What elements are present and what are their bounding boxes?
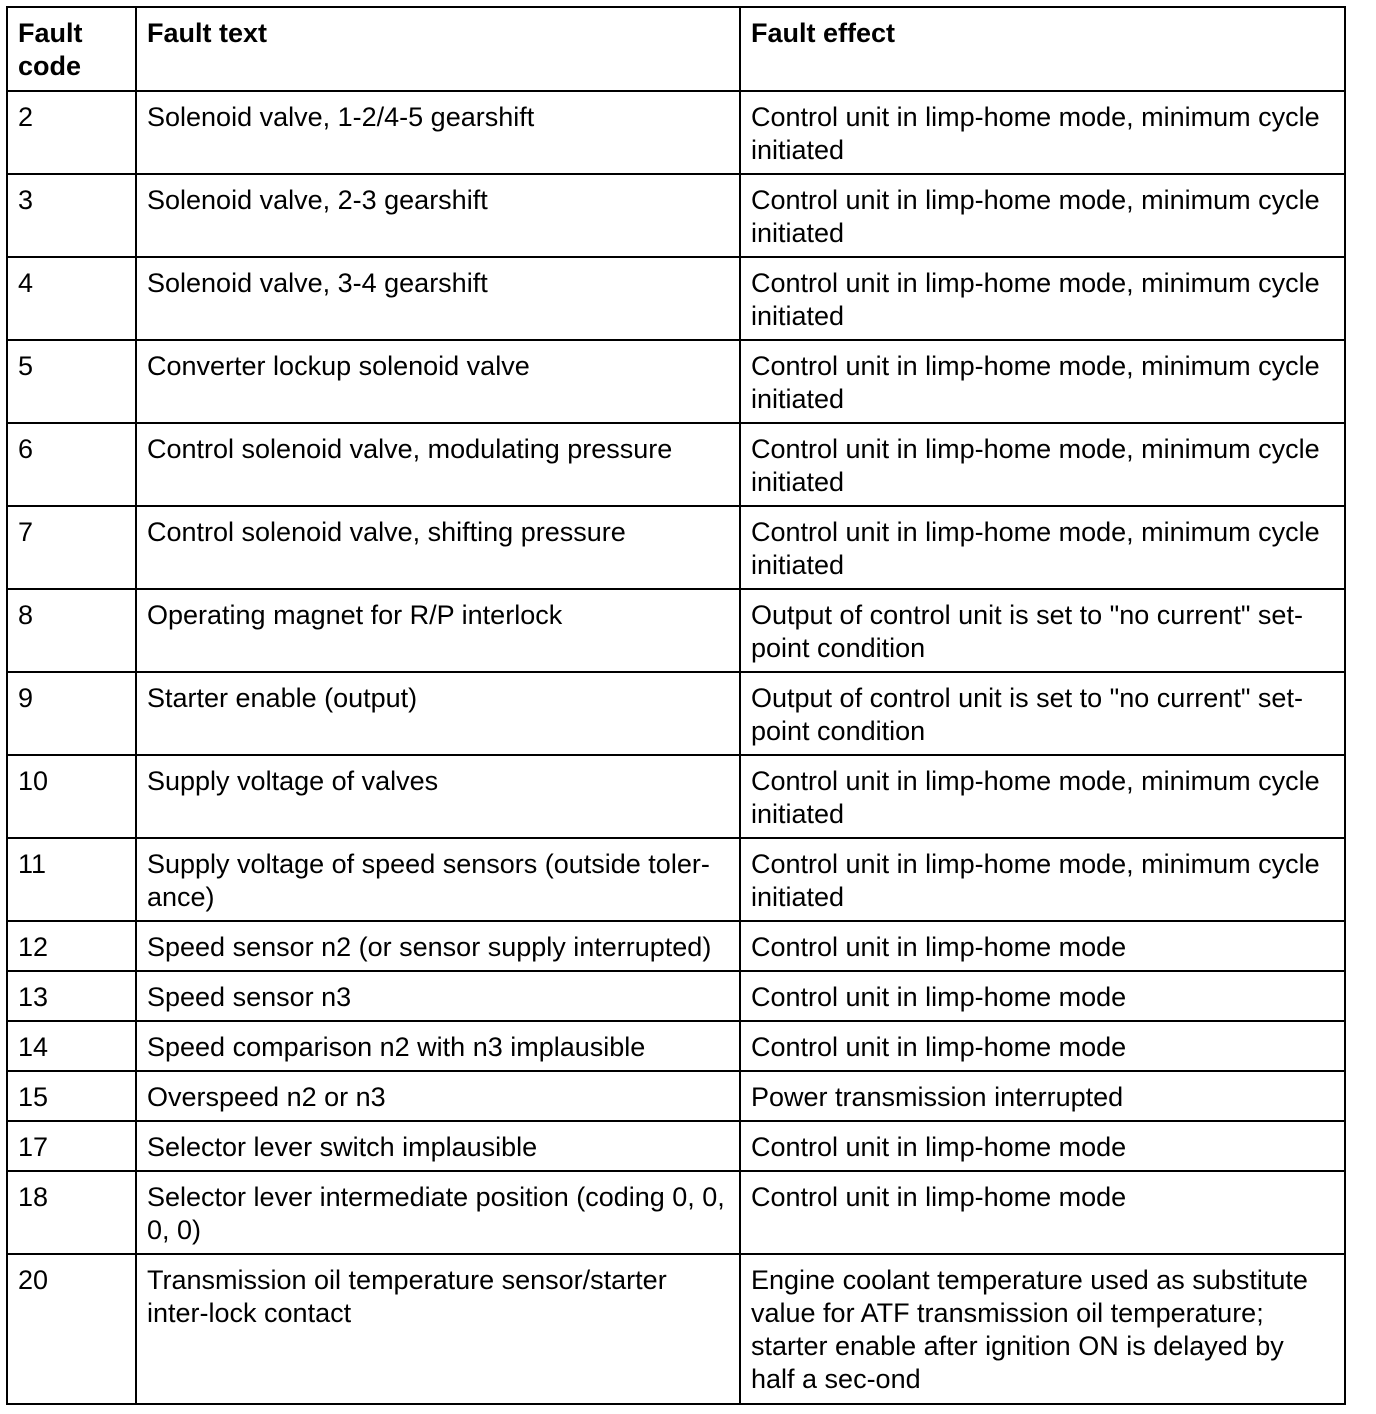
fault-code-cell: 12: [7, 921, 136, 971]
fault-text-cell: Speed comparison n2 with n3 implausible: [136, 1021, 740, 1071]
fault-code-cell: 10: [7, 755, 136, 838]
fault-effect-cell: Control unit in limp-home mode, minimum cycle initiated: [740, 257, 1345, 340]
fault-text-cell: Overspeed n2 or n3: [136, 1071, 740, 1121]
fault-code-cell: 4: [7, 257, 136, 340]
fault-text-cell: Solenoid valve, 3-4 gearshift: [136, 257, 740, 340]
fault-code-cell: 13: [7, 971, 136, 1021]
fault-code-cell: 7: [7, 506, 136, 589]
fault-effect-cell: Control unit in limp-home mode, minimum cycle initiated: [740, 340, 1345, 423]
fault-code-cell: 11: [7, 838, 136, 921]
table-row: [7, 971, 1345, 1021]
fault-effect-cell: Control unit in limp-home mode: [740, 921, 1345, 971]
fault-effect-cell: Control unit in limp-home mode: [740, 1121, 1345, 1171]
fault-code-cell: 17: [7, 1121, 136, 1171]
fault-code-cell: 20: [7, 1254, 136, 1404]
table-row: [7, 91, 1345, 174]
fault-code-cell: 15: [7, 1071, 136, 1121]
fault-text-cell: Speed sensor n2 (or sensor supply interrupted): [136, 921, 740, 971]
fault-effect-cell: Control unit in limp-home mode: [740, 1021, 1345, 1071]
fault-code-cell: 5: [7, 340, 136, 423]
table-row: [7, 257, 1345, 340]
table-row: [7, 589, 1345, 672]
fault-code-cell: 9: [7, 672, 136, 755]
fault-effect-cell: Output of control unit is set to "no current" set-point condition: [740, 672, 1345, 755]
table-row: [7, 1254, 1345, 1404]
table-row: [7, 755, 1345, 838]
table-row: [7, 1171, 1345, 1254]
fault-effect-cell: Control unit in limp-home mode, minimum cycle initiated: [740, 755, 1345, 838]
fault-text-cell: Control solenoid valve, shifting pressure: [136, 506, 740, 589]
fault-code-cell: 8: [7, 589, 136, 672]
fault-text-cell: Selector lever switch implausible: [136, 1121, 740, 1171]
table-row: [7, 1071, 1345, 1121]
fault-text-cell: Starter enable (output): [136, 672, 740, 755]
fault-effect-cell: Control unit in limp-home mode: [740, 1171, 1345, 1254]
table-row: [7, 1121, 1345, 1171]
fault-effect-cell: Control unit in limp-home mode, minimum cycle initiated: [740, 174, 1345, 257]
table-row: [7, 672, 1345, 755]
fault-text-cell: Solenoid valve, 1-2/4-5 gearshift: [136, 91, 740, 174]
fault-text-cell: Operating magnet for R/P interlock: [136, 589, 740, 672]
table-row: [7, 174, 1345, 257]
fault-effect-cell: Engine coolant temperature used as substitute value for ATF transmission oil temperature; starter enable after ignition ON is delayed by half a sec-ond: [740, 1254, 1345, 1404]
fault-text-cell: Transmission oil temperature sensor/starter inter-lock contact: [136, 1254, 740, 1404]
fault-text-cell: Solenoid valve, 2-3 gearshift: [136, 174, 740, 257]
fault-effect-cell: Control unit in limp-home mode, minimum cycle initiated: [740, 91, 1345, 174]
fault-code-table: [6, 6, 1346, 1405]
fault-text-cell: Control solenoid valve, modulating pressure: [136, 423, 740, 506]
fault-code-cell: 3: [7, 174, 136, 257]
fault-text-cell: Converter lockup solenoid valve: [136, 340, 740, 423]
fault-effect-cell: Power transmission interrupted: [740, 1071, 1345, 1121]
table-row: [7, 1021, 1345, 1071]
header-fault-text: Fault text: [136, 7, 740, 91]
fault-effect-cell: Control unit in limp-home mode, minimum cycle initiated: [740, 838, 1345, 921]
header-fault-effect: Fault effect: [740, 7, 1345, 91]
fault-effect-cell: Control unit in limp-home mode, minimum cycle initiated: [740, 506, 1345, 589]
table-row: [7, 838, 1345, 921]
table-row: [7, 423, 1345, 506]
fault-text-cell: Selector lever intermediate position (coding 0, 0, 0, 0): [136, 1171, 740, 1254]
table-row: [7, 506, 1345, 589]
fault-text-cell: Supply voltage of speed sensors (outside toler-ance): [136, 838, 740, 921]
fault-text-cell: Speed sensor n3: [136, 971, 740, 1021]
table-row: [7, 340, 1345, 423]
fault-code-cell: 14: [7, 1021, 136, 1071]
fault-effect-cell: Control unit in limp-home mode, minimum cycle initiated: [740, 423, 1345, 506]
fault-code-cell: 6: [7, 423, 136, 506]
fault-effect-cell: Output of control unit is set to "no current" set-point condition: [740, 589, 1345, 672]
header-fault-code: Fault code: [7, 7, 136, 91]
fault-text-cell: Supply voltage of valves: [136, 755, 740, 838]
header-row: [7, 7, 1345, 91]
fault-effect-cell: Control unit in limp-home mode: [740, 971, 1345, 1021]
fault-code-cell: 2: [7, 91, 136, 174]
table-row: [7, 921, 1345, 971]
fault-code-cell: 18: [7, 1171, 136, 1254]
